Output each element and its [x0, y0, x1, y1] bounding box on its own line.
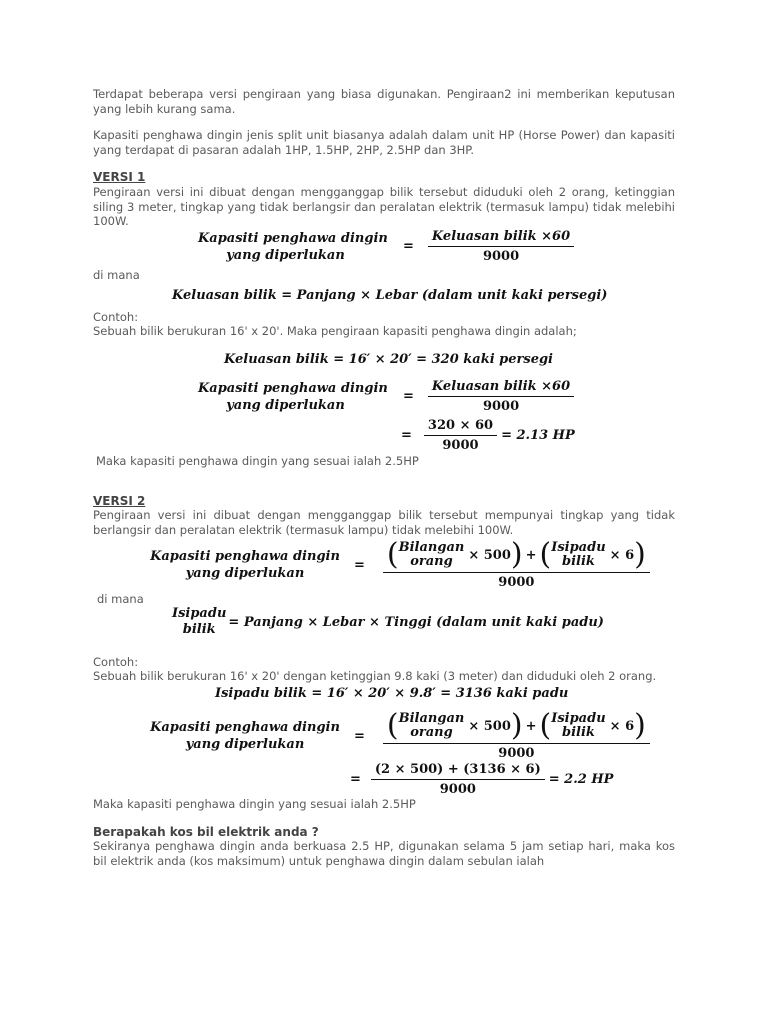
fraction-numerator: ( Bilangan orang × 500 ) + ( Isipadu bilik × 6 ): [383, 540, 650, 573]
fraction-numerator: Keluasan bilik ×60: [428, 229, 574, 247]
fraction-denominator: 9000: [439, 782, 476, 797]
equals-sign: =: [401, 428, 412, 443]
fraction-denominator: 9000: [482, 399, 520, 414]
capacity-paragraph: Kapasiti penghawa dingin jenis split unit biasanya adalah dalam unit HP (Horse Power) dan kapasiti yang terdapat di pasaran adalah 1HP, 1.5HP, 2HP, 2.5HP dan 3HP.: [93, 128, 675, 157]
versi-1-description: Pengiraan versi ini dibuat dengan mengganggap bilik tersebut diduduki oleh 2 orang, ketinggian siling 3 meter, tingkap yang tidak berlangsir dan peralatan elektrik (termasuk lampu) tidak melebihi 100W.: [93, 185, 675, 228]
versi-1-example: Sebuah bilik berukuran 16' x 20'. Maka pengiraan kapasiti penghawa dingin adalah;: [93, 324, 577, 338]
bilangan-orang: [399, 541, 465, 569]
bilangan-label: Bilangan: [398, 540, 465, 555]
contoh-label: Contoh:: [93, 310, 139, 324]
equals-sign: =: [403, 389, 414, 404]
formula-fraction: [383, 537, 650, 590]
fraction-numerator: Keluasan bilik ×60: [428, 379, 574, 397]
times-6: × 6: [609, 547, 635, 563]
fraction-denominator: 9000: [442, 438, 479, 453]
isipadu-label: Isipadu: [551, 540, 606, 555]
fraction-denominator: 9000: [498, 575, 535, 590]
formula-lhs-line2: yang diperlukan: [185, 566, 305, 581]
fraction-denominator: 9000: [498, 746, 535, 761]
equals-sign: =: [350, 772, 361, 787]
versi-2-formula: [150, 537, 650, 590]
isipadu-bilik: [551, 712, 605, 740]
volume-formula: [172, 606, 604, 638]
isipadu-label: Isipadu: [551, 711, 606, 726]
bilik-label: bilik: [182, 622, 216, 637]
times-500: × 500: [468, 718, 511, 734]
di-mana-label: di mana: [93, 268, 140, 282]
bilangan-label: Bilangan: [398, 711, 465, 726]
bilangan-orang: [399, 712, 465, 740]
plus-sign: +: [525, 547, 537, 563]
area-calculation: Keluasan bilik = 16′ × 20′ = 320 kaki persegi: [224, 352, 553, 367]
bilik-label: bilik: [561, 554, 595, 569]
result-value: = 2.2 HP: [548, 772, 614, 787]
times-500: × 500: [468, 547, 511, 563]
versi-2-example: Sebuah bilik berukuran 16' x 20' dengan ketinggian 9.8 kaki (3 meter) dan diduduki oleh 2 orang.: [93, 669, 657, 683]
isipadu-bilik: [551, 541, 605, 569]
volume-formula-text: = Panjang × Lebar × Tinggi (dalam unit kaki padu): [228, 614, 604, 630]
versi-1-heading: VERSI 1: [93, 170, 146, 184]
intro-paragraph: Terdapat beberapa versi pengiraan yang biasa digunakan. Pengiraan2 ini memberikan keputusan yang lebih kurang sama.: [93, 87, 675, 116]
equals-sign: =: [354, 728, 365, 744]
cost-paragraph: Sekiranya penghawa dingin anda berkuasa 2.5 HP, digunakan selama 5 jam setiap hari, maka kos bil elektrik anda (kos maksimum) untuk penghawa dingin dalam sebulan ialah: [93, 839, 675, 868]
di-mana-label: di mana: [97, 592, 144, 606]
fraction-denominator: 9000: [482, 249, 520, 264]
orang-label: orang: [410, 554, 453, 569]
equals-sign: =: [403, 239, 414, 254]
formula-lhs-line1: Kapasiti penghawa dingin: [150, 549, 340, 564]
versi-1-formula: [198, 229, 574, 264]
versi-2-heading: VERSI 2: [93, 494, 146, 508]
formula-fraction: [428, 229, 574, 264]
isipadu-bilik: [172, 606, 226, 638]
formula-lhs-line1: Kapasiti penghawa dingin: [198, 380, 388, 396]
cost-heading: Berapakah kos bil elektrik anda ?: [93, 825, 319, 839]
result-value: = 2.13 HP: [501, 428, 575, 443]
orang-label: orang: [410, 725, 453, 740]
versi-2-description: Pengiraan versi ini dibuat dengan mengganggap bilik tersebut mempunyai tingkap yang tidak berlangsir dan peralatan elektrik (termasuk lampu) tidak melebihi 100W.: [93, 508, 675, 537]
bilik-label: bilik: [561, 725, 595, 740]
isipadu-label: Isipadu: [172, 606, 227, 621]
formula-fraction: [383, 708, 650, 761]
volume-calculation: Isipadu bilik = 16′ × 20′ × 9.8′ = 3136 kaki padu: [215, 686, 569, 701]
formula-lhs-line2: yang diperlukan: [185, 737, 305, 752]
formula-lhs-line2: yang diperlukan: [226, 247, 345, 263]
versi-2-conclusion: Maka kapasiti penghawa dingin yang sesuai ialah 2.5HP: [93, 797, 416, 811]
versi-2-substituted-formula: [150, 708, 650, 761]
fraction-numerator: (2 × 500) + (3136 × 6): [371, 762, 545, 780]
times-6: × 6: [609, 718, 635, 734]
formula-lhs-line1: Kapasiti penghawa dingin: [150, 720, 340, 735]
fraction-numerator: ( Bilangan orang × 500 ) + ( Isipadu bilik × 6 ): [383, 711, 650, 744]
result-fraction: [371, 762, 545, 797]
area-formula: Keluasan bilik = Panjang × Lebar (dalam unit kaki persegi): [172, 288, 608, 303]
result-fraction: [424, 418, 497, 453]
formula-lhs-line1: Kapasiti penghawa dingin: [198, 230, 388, 246]
versi-1-substituted-formula: [198, 379, 574, 414]
equals-sign: =: [354, 557, 365, 573]
contoh-label: Contoh:: [93, 655, 139, 669]
formula-lhs-line2: yang diperlukan: [226, 397, 345, 413]
fraction-numerator: 320 × 60: [424, 418, 497, 436]
versi-1-result: [401, 418, 575, 453]
versi-1-conclusion: Maka kapasiti penghawa dingin yang sesuai ialah 2.5HP: [96, 454, 419, 468]
formula-fraction: [428, 379, 574, 414]
versi-2-result: [350, 762, 613, 797]
plus-sign: +: [525, 718, 537, 734]
